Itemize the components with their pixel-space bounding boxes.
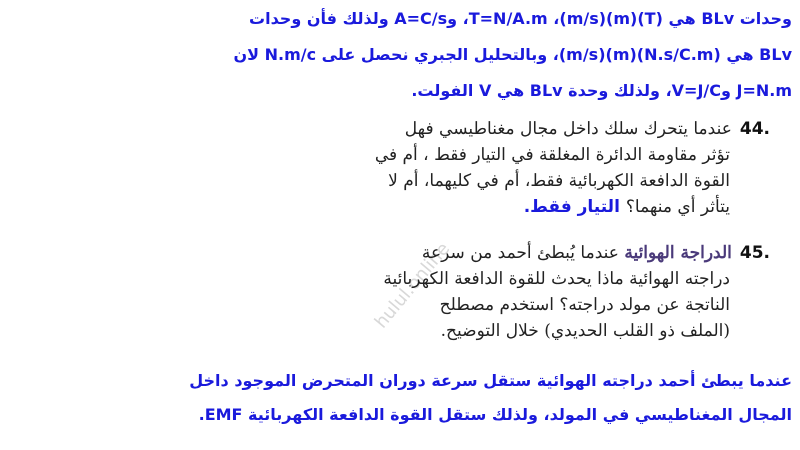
answer-45-line-1: عندما يبطئ أحمد دراجته الهوائية ستقل سرعة دوران المتحرض الموجود داخل [189, 371, 792, 390]
intro-line-3: J=N.m وV=J/C، ولذلك وحدة BLv هي V الفولت. [411, 81, 792, 100]
question-45-number: .45 [739, 243, 770, 263]
answer-45-line-2: المجال المغناطيسي في المولد، ولذلك ستقل القوة الدافعة الكهربائية EMF. [198, 405, 792, 424]
question-45-heading: الدراجة الهوائية [624, 243, 732, 263]
question-44-line-2: تؤثر مقاومة الدائرة المغلقة في التيار فقط ، أم في [374, 145, 730, 165]
question-45 [310, 240, 770, 344]
watermark: hulul.online [370, 238, 455, 333]
question-44-line-3: القوة الدافعة الكهربائية فقط، أم في كليهما، أم لا [388, 171, 730, 191]
intro-line-2: BLv هي (N.s/C.m)(m)(m/s)، وبالتحليل الجبري نحصل على N.m/c لان [233, 45, 792, 64]
question-44-line-4 [310, 194, 730, 220]
intro-line-1: وحدات BLv هي (T)(m)(m/s)، T=N/A.m، وA=C/s ولذلك فأن وحدات [249, 9, 792, 28]
question-45-line-3: الناتجة عن مولد دراجته؟ استخدم مصطلح [439, 295, 730, 315]
question-44-answer: التيار فقط. [523, 197, 620, 217]
question-44-line-1 [310, 116, 770, 142]
question-45-text-1: عندما يُبطئ أحمد من سرعة [421, 243, 619, 263]
question-44-number: .44 [739, 119, 770, 139]
question-44 [310, 116, 770, 220]
question-44-text-1: عندما يتحرك سلك داخل مجال مغناطيسي فهل [404, 119, 732, 139]
question-45-line-1 [310, 240, 770, 266]
question-45-line-2: دراجته الهوائية ماذا يحدث للقوة الدافعة الكهربائية [383, 269, 730, 289]
question-44-text-4: يتأثر أي منهما؟ [625, 197, 730, 217]
question-45-line-4: (الملف ذو القلب الحديدي) خلال التوضيح. [440, 321, 730, 341]
